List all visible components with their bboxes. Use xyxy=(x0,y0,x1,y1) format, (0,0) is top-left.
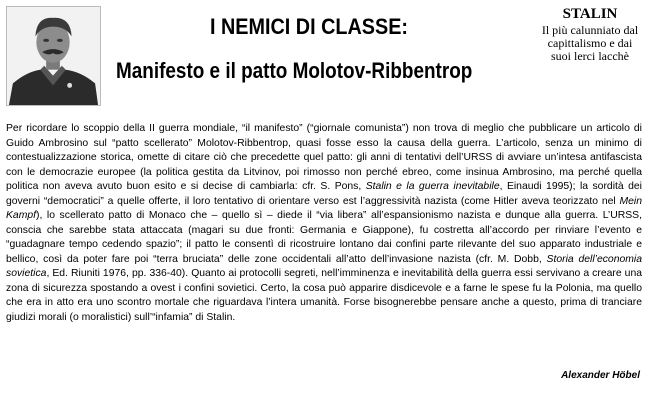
headline-line-2: Manifesto e il patto Molotov-Ribbentrop xyxy=(116,58,473,83)
book-title-pons: Stalin e la guerra inevitabile xyxy=(365,181,500,192)
book-title-dobb: Storia dell’economia sovietica xyxy=(6,253,642,279)
book-title-mein-kampf: Mein Kampf xyxy=(6,195,642,221)
article-text: , Ed. Riuniti 1976, pp. 336-40). Quanto ai protocolli segreti, nell’imminenza e inevitabilità della guerra essi servivano a creare una zona di sicurezza spostando a ovest i confini sovietici. Certo, la cosa può apparire disdicevole e a farne le spese fu la Polonia, ma quello che era in atto era uno scontro mortale che riguardava l’intera umanità. Forse bisognerebbe pensare anche a questo, prima di tranciare giudizi morali (o moralistici) sull’“infamia” di Stalin. xyxy=(6,268,642,323)
portrait-image xyxy=(7,7,100,105)
article-author: Alexander Höbel xyxy=(561,370,640,381)
article-text: ), lo scellerato patto di Monaco che – quello sì – diede il “via libera” all’espansionismo nazista e dunque alla guerra. L’URSS, conscia che sarebbe stata attaccata (magari su due fronti: Germania e Giappone), fu costretta all’accordo per rinviare l’evento e “guadagnare tempo cedendo spazio”; il patto le consentì di ricostruire lontano dai confini parte rilevante del suo apparato industriale e bellico, così da poter fare poi “terra bruciata” delle zone occidentali all’atto dell’invasione nazista (cfr. M. Dobb, xyxy=(6,210,642,265)
headline-line-1: I NEMICI DI CLASSE: xyxy=(210,14,409,39)
article-body xyxy=(6,122,642,325)
article-text: Per ricordare lo scoppio della II guerra mondiale, “il manifesto” (“giornale comunista”) non trova di meglio che pubblicare un articolo di Guido Ambrosino sul “patto scellerato” Molotov-Ribbentrop, quasi fosse esso la causa della guerra. L’articolo, senza un minimo di contestualizzazione storica, omette di citare ciò che precedette quel patto: gli anni di tentativi dell’URSS di avviare un’intesa antifascista con le democrazie europee (la politica gestita da Litvinov, poi rimosso non perché ebreo, come insinua Ambrosino, ma perché quella politica non aveva avuto buon esito e si decise di cambiarla: cfr. S. Pons, xyxy=(6,123,642,192)
article-text: , Einaudi 1995); la sordità dei governi “democratici” a quelle offerte, il loro tentativo di orientare verso est l’aggressività nazista (come Hitler aveva teorizzato nel xyxy=(6,181,642,207)
sidebar-subtitle: Il più calunniato dal capittalismo e dai suoi lerci lacchè xyxy=(541,23,639,63)
stalin-portrait xyxy=(6,6,101,106)
sidebar-title: STALIN xyxy=(562,6,618,22)
sidebar-caption xyxy=(538,6,642,63)
